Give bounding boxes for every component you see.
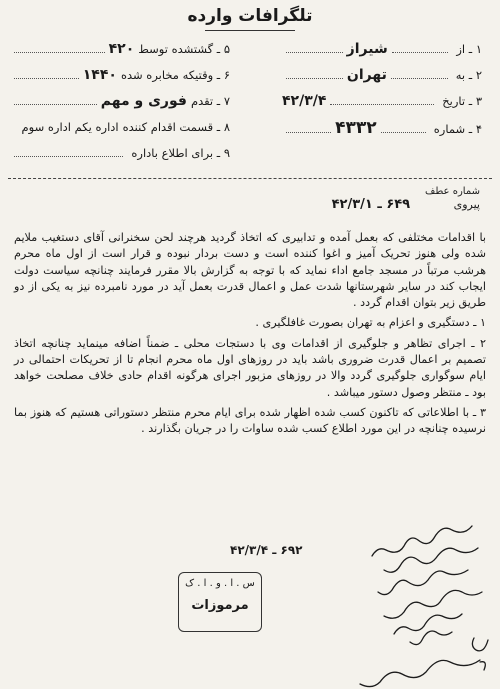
number-value: ۴۳۳۲ bbox=[335, 118, 377, 138]
fill-line bbox=[286, 120, 331, 133]
header-divider bbox=[8, 178, 492, 179]
info-label: ۹ ـ برای اطلاع باداره bbox=[131, 146, 230, 160]
title-underline bbox=[205, 30, 295, 31]
footer-date: ۶۹۲ ـ ۴۲/۳/۴ bbox=[230, 543, 303, 557]
header-from-row bbox=[282, 40, 482, 66]
fill-line bbox=[14, 92, 97, 105]
header-number-row bbox=[282, 118, 482, 144]
priority-label: ۷ ـ تقدم bbox=[190, 94, 230, 108]
handwritten-annotations bbox=[292, 520, 492, 688]
reference-block bbox=[332, 186, 480, 212]
reference-line bbox=[332, 197, 480, 212]
stamp-label: مرموزات bbox=[191, 598, 249, 613]
fill-line bbox=[330, 92, 434, 105]
body-paragraph: با اقدامات مختلفی که بعمل آمده و تدابیری که اتخاذ گردید هرچند لحن سخنرانی آقای دستغیب ملایم شده ولی هنوز تحریک آمیز و اغوا کننده است و دست بردار نبوده و قرار است از اول ماه محرم هرشب مرتباً در مسجد جامع اداء نماید که با توجه به گزارش بالا مقرر فرمایند چنانچه سیاست دولت ایجاب کند در سایر شهرستانها شدت عمل و اعمال قدرت بعمل آید در مورد نامبرده نیز به یکی از دو طریق زیر بتوان اقدام گردد . bbox=[14, 231, 486, 310]
sent-label: ۶ ـ وقتیکه مخابره شده bbox=[120, 68, 230, 82]
date-label: ۳ ـ تاریخ bbox=[442, 94, 482, 108]
fill-line bbox=[14, 144, 123, 157]
counted-value: ۴۲۰ bbox=[108, 41, 135, 57]
header-sent-row bbox=[10, 66, 230, 92]
header-info-row bbox=[10, 144, 230, 170]
action-value: اداره یکم اداره سوم bbox=[21, 120, 119, 134]
telegram-body bbox=[14, 230, 486, 440]
header-left-block bbox=[10, 40, 230, 170]
header-date-row bbox=[282, 92, 482, 118]
header-priority-row bbox=[10, 92, 230, 118]
reference-number: ۶۴۹ ـ ۴۲/۳/۱ bbox=[331, 197, 411, 212]
date-value: ۴۲/۳/۴ bbox=[282, 93, 327, 109]
fill-line bbox=[14, 66, 79, 79]
reference-label: شماره bbox=[452, 186, 480, 197]
sent-value: ۱۴۴۰ bbox=[82, 67, 117, 83]
body-item-2: ۲ ـ اجرای تظاهر و جلوگیری از اقدامات وی با دستجات محلی ـ ضمناً اضافه مینماید چنانچه اتخاذ تصمیم بر اعمال قدرت ضروری باشد باید در روزهای اول ماه محرم انجام تا از تحریکات احتمالی در ایام سوگواری جلوگیری گردد والا در روزهای مزبور اجرای هرگونه اقدام حادی خلاف مصلحت خواهد بود ـ منتظر وصول دستور میباشد . bbox=[14, 336, 486, 399]
reference-top bbox=[332, 186, 480, 197]
action-label: ۸ ـ قسمت اقدام کننده bbox=[122, 120, 230, 134]
fill-line bbox=[286, 40, 343, 53]
to-label: ۲ ـ به bbox=[455, 68, 482, 82]
number-label: ۴ ـ شماره bbox=[433, 122, 482, 136]
fill-line bbox=[391, 66, 448, 79]
counted-label: ۵ ـ گشتشده توسط bbox=[138, 42, 230, 56]
priority-value: فوری و مهم bbox=[100, 93, 187, 109]
header-right-block bbox=[282, 40, 482, 144]
reference-prefix: پیروی bbox=[453, 198, 480, 211]
fill-line bbox=[286, 66, 343, 79]
from-label: ۱ ـ از bbox=[456, 42, 482, 56]
fill-line bbox=[14, 40, 105, 53]
body-item-1: ۱ ـ دستگیری و اعزام به تهران بصورت غافلگیری . bbox=[255, 316, 486, 330]
header-to-row bbox=[282, 66, 482, 92]
fill-line bbox=[392, 40, 449, 53]
fill-line bbox=[381, 120, 426, 133]
body-item-3: ۳ ـ با اطلاعاتی که تاکنون کسب شده اظهار شده برای ایام محرم منتظر دستوراتی هستیم که هنوز بما نرسیده چنانچه در این مورد اطلاع کسب شده ساوات را در جریان بگذارند . bbox=[14, 405, 486, 436]
to-value: تهران bbox=[346, 67, 387, 83]
stamp-header: س . ا . و . ا . ک bbox=[185, 578, 255, 589]
reference-note: عطف bbox=[425, 186, 450, 197]
header-action-row bbox=[10, 118, 230, 144]
classified-stamp bbox=[178, 572, 262, 632]
header-counted-row bbox=[10, 40, 230, 66]
from-value: شیراز bbox=[346, 41, 388, 57]
document-title: تلگرافات وارده bbox=[187, 6, 313, 26]
